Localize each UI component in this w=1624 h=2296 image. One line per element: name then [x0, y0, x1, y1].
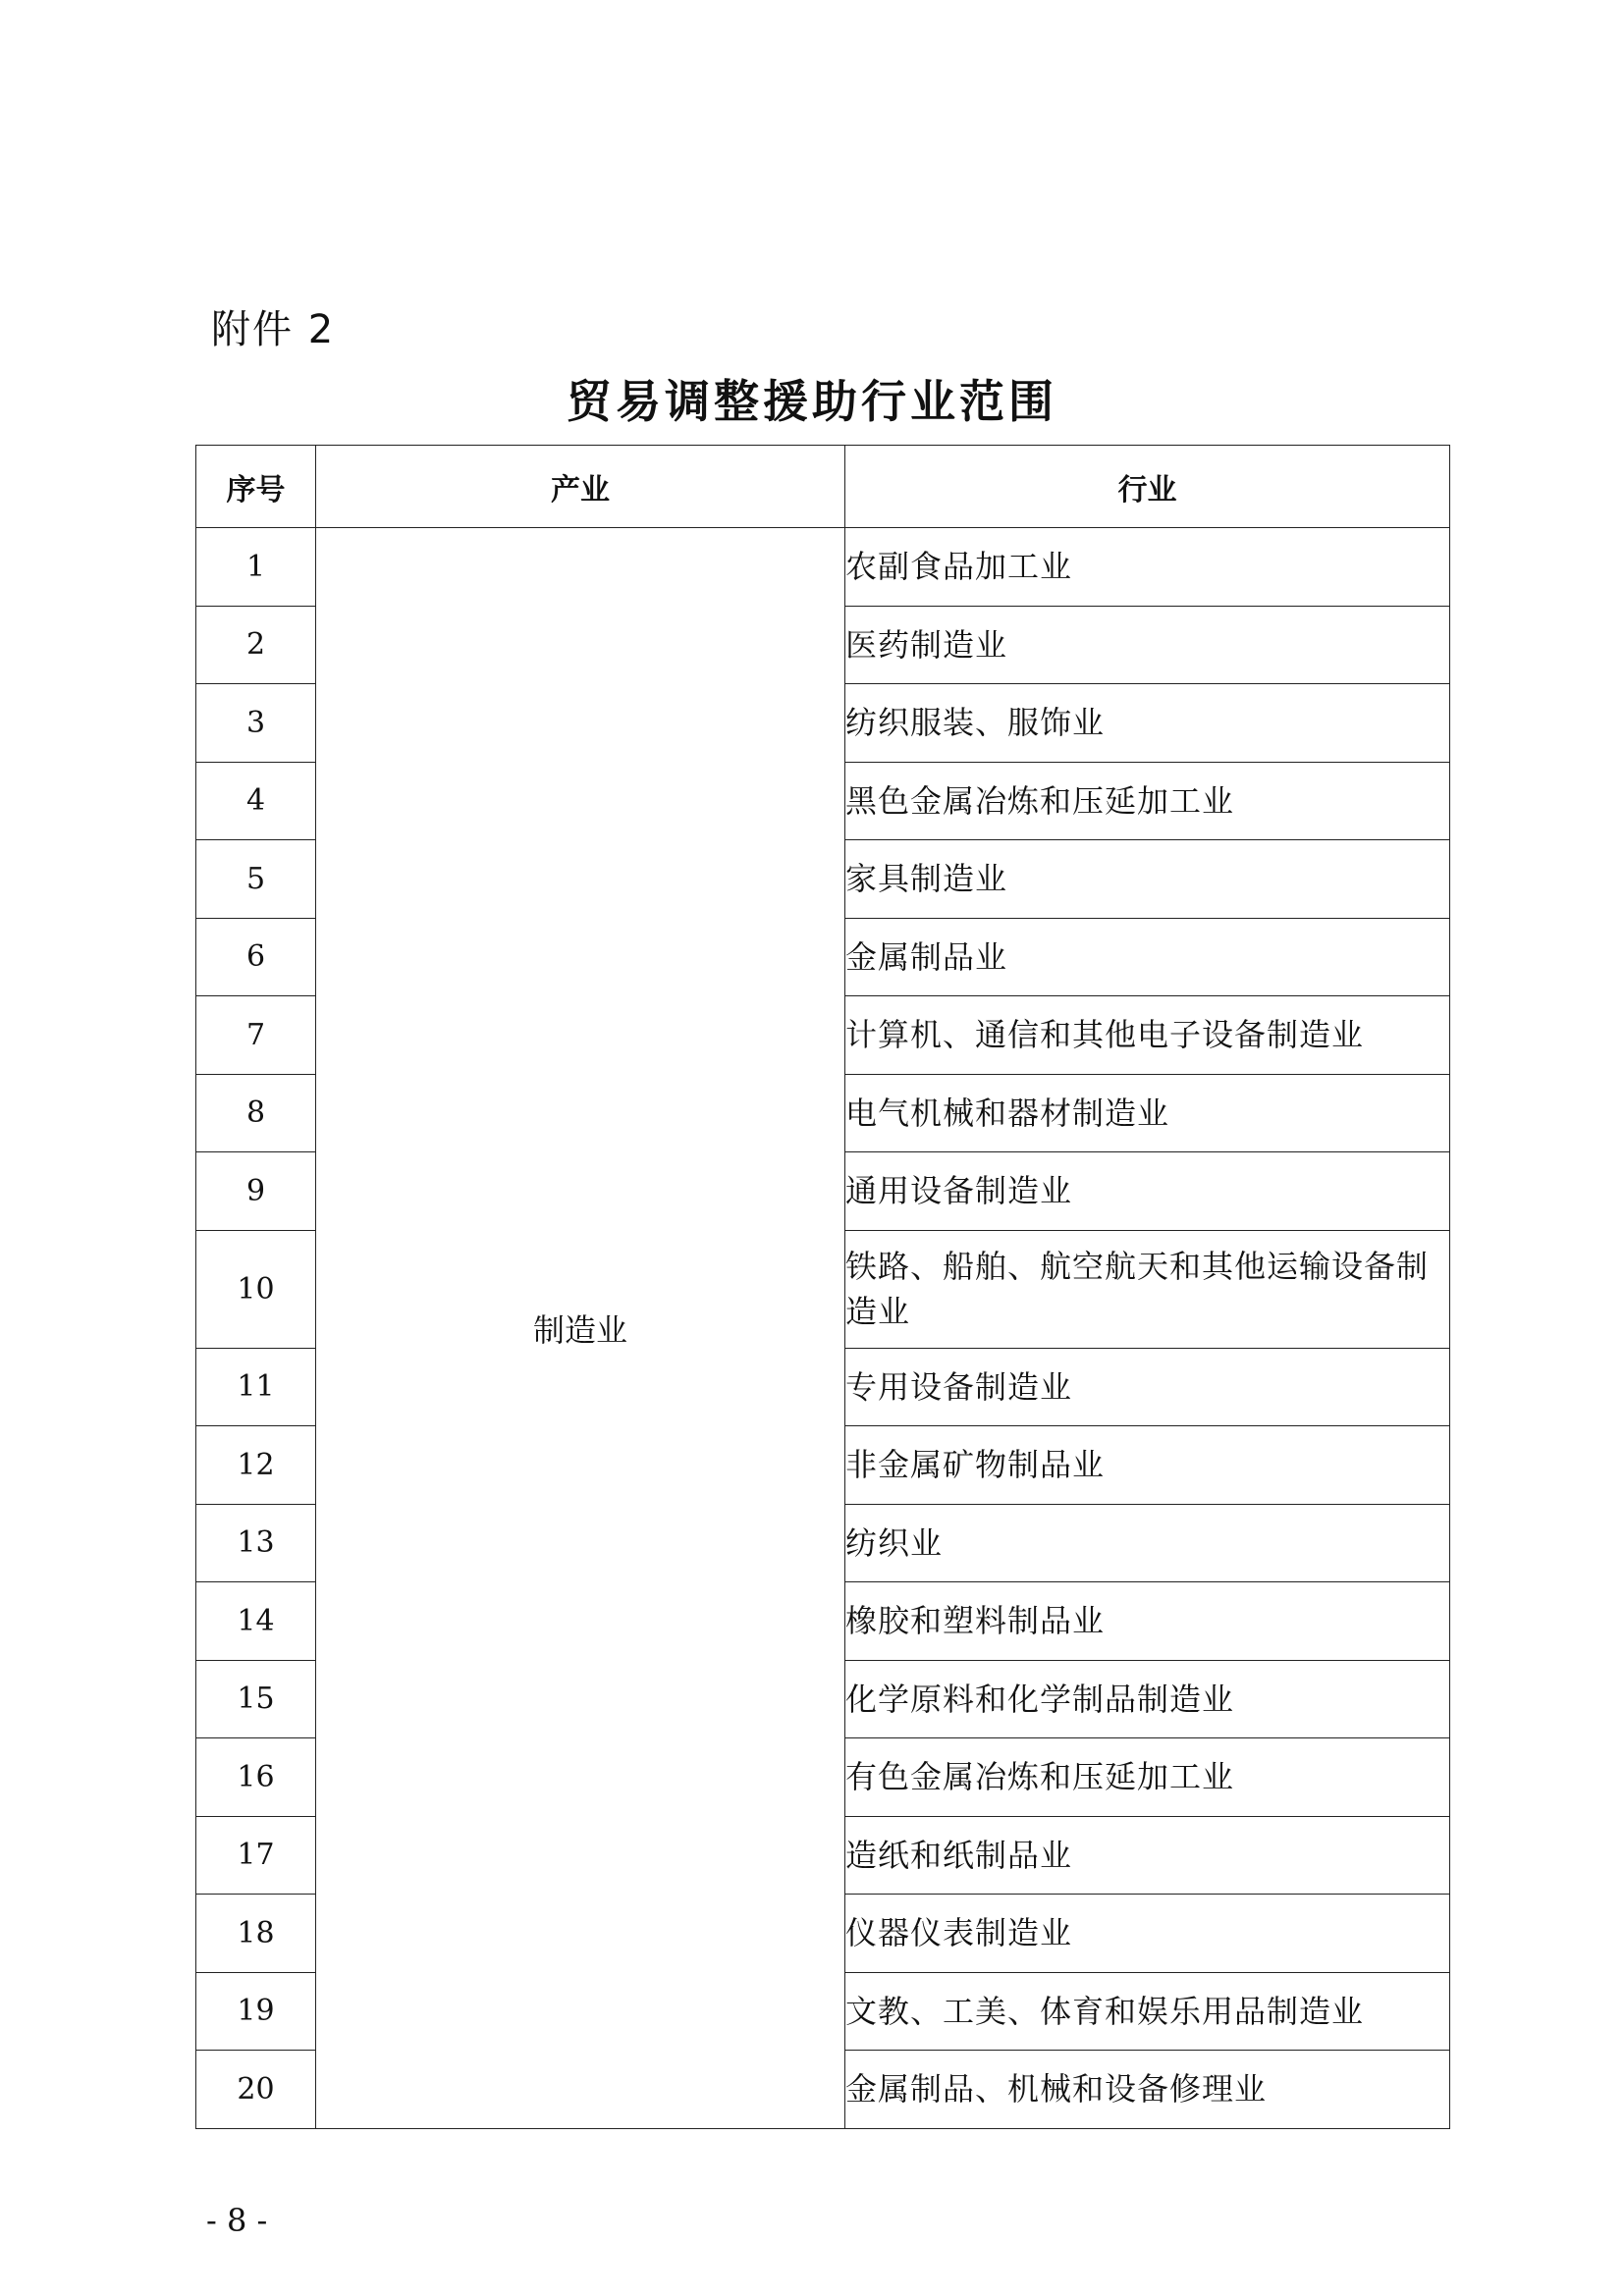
seq-cell: 15 [196, 1660, 316, 1738]
seq-cell: 10 [196, 1230, 316, 1348]
column-header-sector: 产业 [316, 446, 845, 528]
industry-cell: 黑色金属冶炼和压延加工业 [845, 762, 1450, 840]
seq-cell: 4 [196, 762, 316, 840]
seq-cell: 18 [196, 1895, 316, 1973]
table-header-row [196, 446, 1450, 528]
industry-scope-table [195, 445, 1450, 2129]
seq-cell: 20 [196, 2051, 316, 2129]
industry-cell: 家具制造业 [845, 840, 1450, 919]
industry-cell: 专用设备制造业 [845, 1348, 1450, 1426]
industry-cell: 纺织服装、服饰业 [845, 684, 1450, 763]
seq-cell: 16 [196, 1738, 316, 1817]
industry-cell: 铁路、船舶、航空航天和其他运输设备制造业 [845, 1230, 1450, 1348]
column-header-seq: 序号 [196, 446, 316, 528]
seq-cell: 14 [196, 1582, 316, 1661]
industry-cell: 有色金属冶炼和压延加工业 [845, 1738, 1450, 1817]
seq-cell: 12 [196, 1426, 316, 1505]
industry-cell: 化学原料和化学制品制造业 [845, 1660, 1450, 1738]
industry-cell: 橡胶和塑料制品业 [845, 1582, 1450, 1661]
seq-cell: 9 [196, 1152, 316, 1231]
seq-cell: 2 [196, 606, 316, 684]
industry-cell: 造纸和纸制品业 [845, 1816, 1450, 1895]
industry-cell: 非金属矿物制品业 [845, 1426, 1450, 1505]
seq-cell: 6 [196, 918, 316, 996]
seq-cell: 13 [196, 1504, 316, 1582]
seq-cell: 11 [196, 1348, 316, 1426]
seq-cell: 8 [196, 1074, 316, 1152]
seq-cell: 7 [196, 996, 316, 1075]
industry-cell: 文教、工美、体育和娱乐用品制造业 [845, 1972, 1450, 2051]
document-title: 贸易调整援助行业范围 [567, 375, 1057, 428]
seq-cell: 1 [196, 528, 316, 607]
sector-cell: 制造业 [316, 528, 845, 2129]
column-header-industry: 行业 [845, 446, 1450, 528]
table-row [196, 528, 1450, 607]
industry-cell: 金属制品业 [845, 918, 1450, 996]
page-number: - 8 - [206, 2202, 268, 2239]
industry-cell: 通用设备制造业 [845, 1152, 1450, 1231]
industry-cell: 计算机、通信和其他电子设备制造业 [845, 996, 1450, 1075]
industry-cell: 金属制品、机械和设备修理业 [845, 2051, 1450, 2129]
seq-cell: 3 [196, 684, 316, 763]
industry-cell: 电气机械和器材制造业 [845, 1074, 1450, 1152]
seq-cell: 19 [196, 1972, 316, 2051]
seq-cell: 17 [196, 1816, 316, 1895]
industry-cell: 农副食品加工业 [845, 528, 1450, 607]
seq-cell: 5 [196, 840, 316, 919]
industry-cell: 仪器仪表制造业 [845, 1895, 1450, 1973]
industry-cell: 纺织业 [845, 1504, 1450, 1582]
industry-cell: 医药制造业 [845, 606, 1450, 684]
attachment-label: 附件 2 [211, 307, 336, 352]
